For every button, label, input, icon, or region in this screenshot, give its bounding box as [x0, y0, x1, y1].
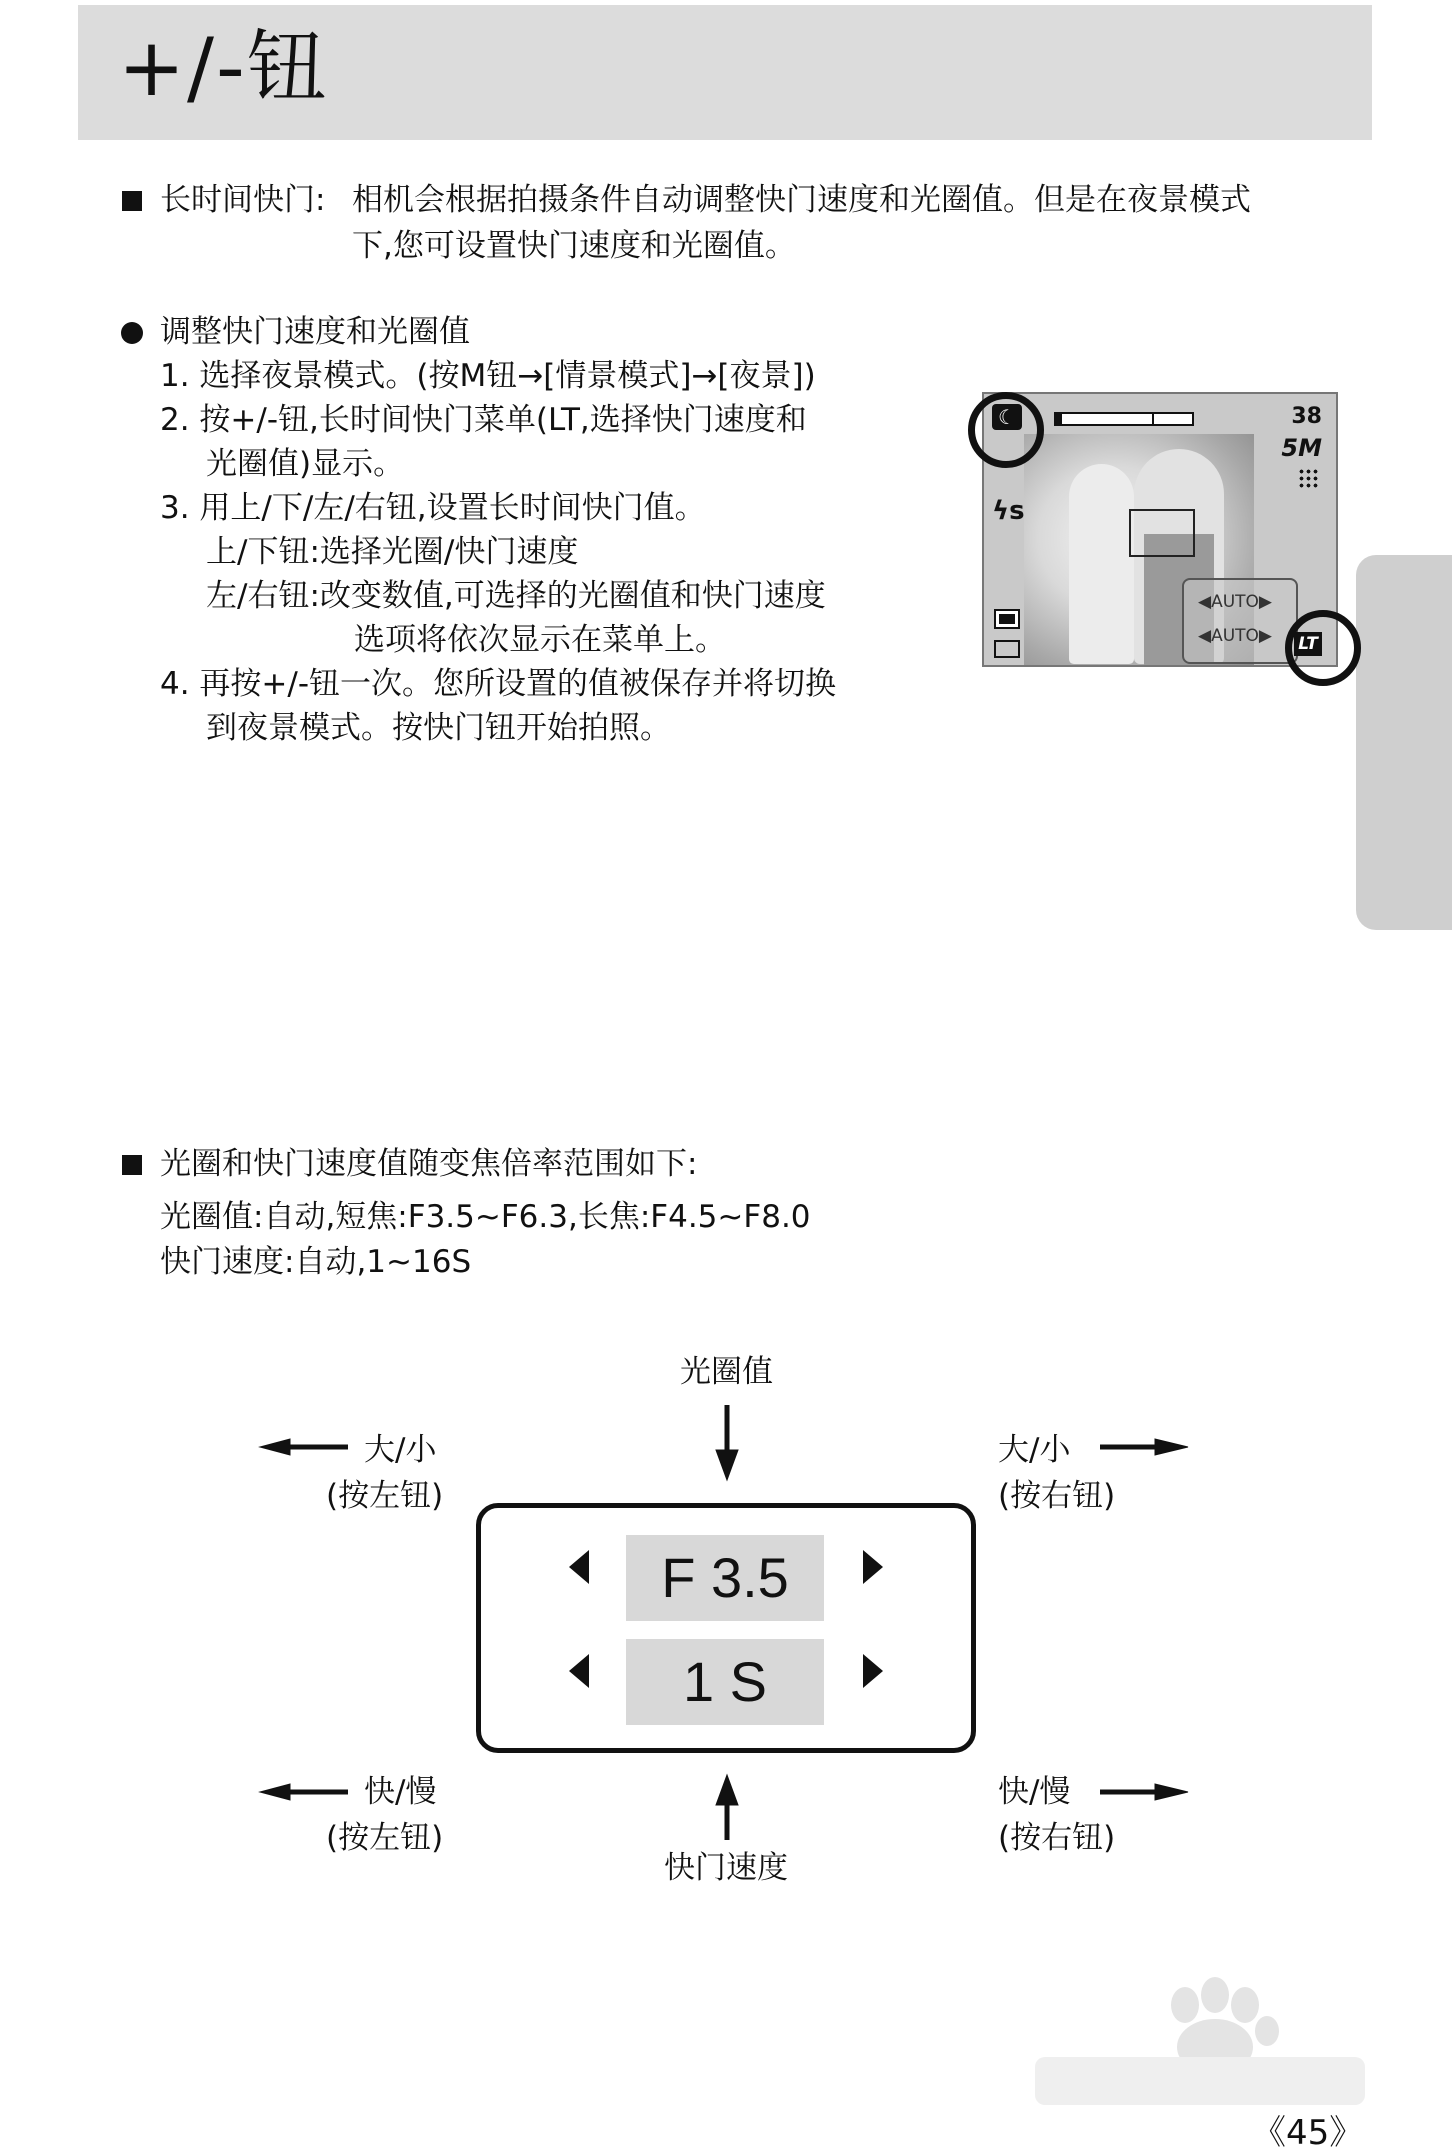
aperture-range: 光圈值:自动,短焦:F3.5~F6.3,长焦:F4.5~F8.0	[160, 1199, 811, 1235]
shutter-left-arrow-icon	[569, 1654, 589, 1688]
aperture-left-arrow-icon	[569, 1550, 589, 1584]
long-shutter-label: 长时间快门:	[160, 182, 326, 218]
step-1: 1. 选择夜景模式。(按M钮→[情景模式]→[夜景])	[160, 358, 816, 394]
shutter-range: 快门速度:自动,1~16S	[160, 1244, 472, 1280]
shutter-value: 1 S	[626, 1639, 824, 1725]
aperture-label: 光圈值	[680, 1354, 773, 1390]
range-heading: 光圈和快门速度值随变焦倍率范围如下:	[160, 1146, 698, 1182]
lt-setting-panel	[476, 1503, 976, 1753]
page-number: 《45》	[1252, 2113, 1364, 2153]
step-3-leftright-cont: 选项将依次显示在菜单上。	[354, 622, 726, 658]
right-bottom-label: 快/慢	[998, 1774, 1071, 1810]
resolution-icon: 5M	[1281, 434, 1322, 462]
step-3-updown: 上/下钮:选择光圈/快门速度	[206, 534, 579, 570]
long-time-icon: LT	[1294, 632, 1322, 656]
step-4: 4. 再按+/-钮一次。您所设置的值被保存并将切换	[160, 666, 837, 702]
night-mode-icon: ☾	[992, 404, 1022, 430]
shutter-right-arrow-icon	[863, 1654, 883, 1688]
right-bottom-hint: (按右钮)	[998, 1820, 1116, 1856]
right-top-hint: (按右钮)	[998, 1478, 1116, 1514]
left-top-label: 大/小	[364, 1432, 437, 1468]
page-title: +/-钮	[118, 21, 329, 114]
shutter-speed-label: 快门速度	[664, 1850, 788, 1886]
left-top-hint: (按左钮)	[326, 1478, 444, 1514]
shots-remaining: 38	[1291, 404, 1322, 429]
left-bottom-hint: (按左钮)	[326, 1820, 444, 1856]
long-shutter-desc-line2: 下,您可设置快门速度和光圈值。	[352, 228, 796, 264]
left-bottom-label: 快/慢	[364, 1774, 437, 1810]
step-4-cont: 到夜景模式。按快门钮开始拍照。	[206, 710, 671, 746]
step-2-cont: 光圈值)显示。	[206, 446, 405, 482]
long-shutter-desc-line1: 相机会根据拍摄条件自动调整快门速度和光圈值。但是在夜景模式	[352, 182, 1251, 218]
right-top-label: 大/小	[998, 1432, 1071, 1468]
step-3-leftright: 左/右钮:改变数值,可选择的光圈值和快门速度	[206, 578, 826, 614]
aperture-right-arrow-icon	[863, 1550, 883, 1584]
adjust-heading: 调整快门速度和光圈值	[160, 314, 470, 350]
step-3: 3. 用上/下/左/右钮,设置长时间快门值。	[160, 490, 706, 526]
lt-shutter-item: ◀AUTO▶	[1198, 626, 1272, 646]
flash-slow-sync-icon: ϟs	[992, 496, 1025, 526]
lt-aperture-item: ◀AUTO▶	[1198, 592, 1272, 612]
step-2: 2. 按+/-钮,长时间快门菜单(LT,选择快门速度和	[160, 402, 807, 438]
aperture-value: F 3.5	[626, 1535, 824, 1621]
